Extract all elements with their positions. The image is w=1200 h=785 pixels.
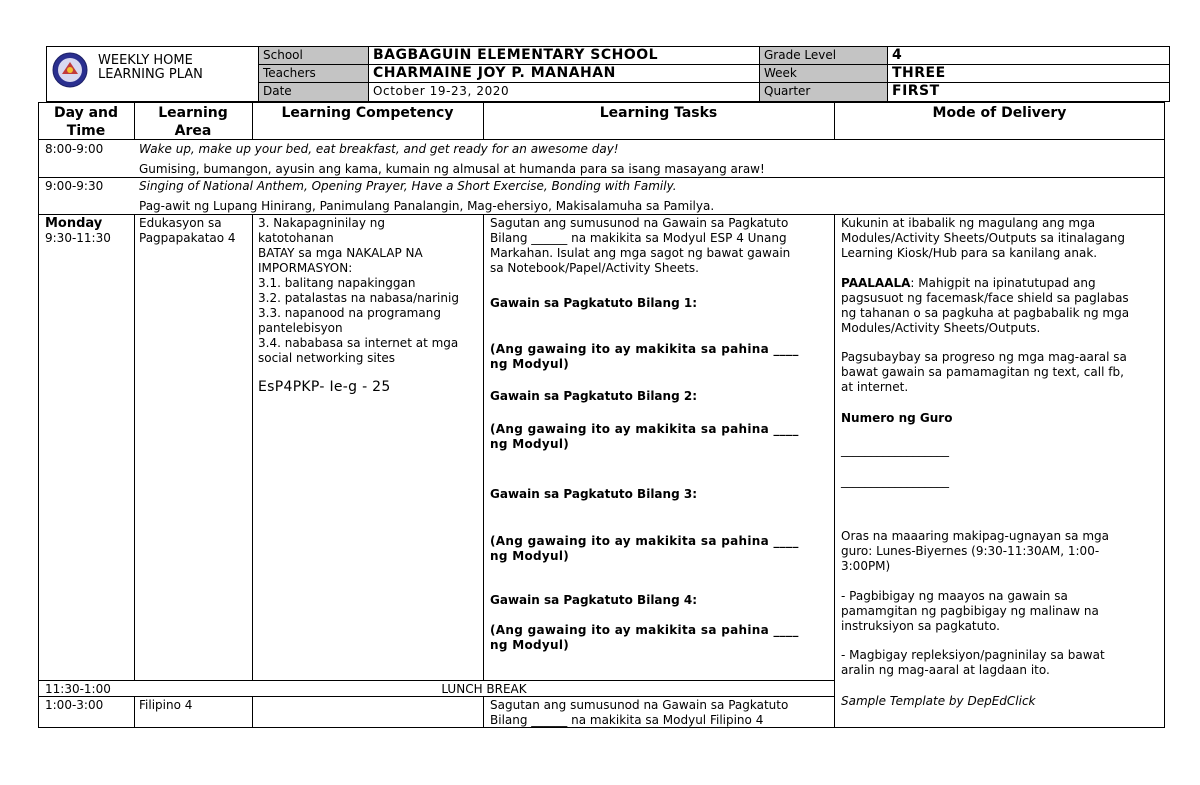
filipino-task [490,698,788,728]
competency-line: katotohanan [258,231,334,245]
col-header-day-time-line2: Time [66,123,106,139]
monday-area-line1: Edukasyon sa [139,216,222,230]
row1-text-en: Wake up, make up your bed, eat breakfast, and get ready for an awesome day! [139,142,619,156]
delivery-block-4 [841,648,1105,678]
oras-block [841,529,1109,574]
delivery-line: at internet. [841,380,909,394]
pahina-line2: ng Modyul) [490,437,570,451]
pahina-line2: ng Modyul) [490,357,570,371]
col-header-day-time-line1: Day and [53,105,119,121]
competency-line: 3. Nakapagninilay ng [258,216,385,230]
paalala-line: ng tahanan o sa pagkuha at pagbabalik ng mga [841,306,1130,320]
paalala-label: PAALAALA [841,276,911,290]
delivery-line: - Magbigay repleksiyon/pagninilay sa bawat [841,648,1105,662]
pahina-line1: (Ang gawaing ito ay makikita sa pahina ____ [490,534,799,548]
delivery-line: Modules/Activity Sheets/Outputs sa itinalagang [841,231,1125,245]
competency-line: 3.1. balitang napakinggan [258,276,416,290]
teachers-label: Teachers [258,64,369,83]
col-divider [134,696,135,728]
gawain-1: Gawain sa Pagkatuto Bilang 1: [490,296,697,310]
col-divider [483,214,484,680]
paalala-line: pagsusuot ng facemask/face shield sa paglabas [841,291,1129,305]
oras-line: guro: Lunes-Biyernes (9:30-11:30AM, 1:00- [841,544,1100,558]
competency-line: pantelebisyon [258,321,343,335]
lunch-break-label: LUNCH BREAK [441,682,527,696]
col-header-competency: Learning Competency [281,105,454,121]
col-header-delivery: Mode of Delivery [932,105,1067,121]
col-header-tasks: Learning Tasks [599,105,718,121]
gawain-4: Gawain sa Pagkatuto Bilang 4: [490,593,697,607]
filipino-task-line: Sagutan ang sumusunod na Gawain sa Pagkatuto [490,698,789,712]
grade-level-value: 4 [887,46,1170,65]
delivery-line: Kukunin at ibabalik ng magulang ang mga [841,216,1096,230]
plan-title-line1: WEEKLY HOME [98,53,193,68]
quarter-value: FIRST [887,82,1170,102]
competency-code: EsP4PKP- Ie-g - 25 [258,379,391,395]
task-intro-line: Bilang ______ na makikita sa Modyul ESP 4 Unang [490,231,787,245]
teachers-value: CHARMAINE JOY P. MANAHAN [368,64,760,83]
row2-time: 9:00-9:30 [45,179,104,193]
gawain-2-note [490,422,799,452]
date-label: Date [258,82,369,102]
week-label: Week [759,64,888,83]
col-divider [252,696,253,728]
sample-template-credit: Sample Template by DepEdClick [841,694,1036,708]
monday-day: Monday [45,216,103,231]
row-divider [38,177,1165,178]
col-header-learning-area [134,104,252,140]
filipino-task-line: Bilang ______ na makikita sa Modyul Filipino 4 [490,713,764,727]
col-divider [483,696,484,728]
pahina-line2: ng Modyul) [490,549,570,563]
gawain-4-note [490,623,799,653]
delivery-line: pamamgitan ng pagbibigay ng malinaw na [841,604,1099,618]
gawain-1-note [490,342,799,372]
week-value: THREE [887,64,1170,83]
row2-text-fil: Pag-awit ng Lupang Hinirang, Panimulang Panalangin, Mag-ehersiyo, Makisalamuha sa Pamilya. [139,199,715,213]
gawain-3: Gawain sa Pagkatuto Bilang 3: [490,487,697,501]
col-header-area-line2: Area [174,123,212,139]
gawain-2: Gawain sa Pagkatuto Bilang 2: [490,389,697,403]
row-divider [38,214,1165,215]
row-divider [38,680,835,681]
col-divider [134,214,135,680]
competency-block [258,216,459,366]
quarter-label: Quarter [759,82,888,102]
competency-line: BATAY sa mga NAKALAP NA [258,246,423,260]
school-label: School [258,46,369,65]
lunch-time: 11:30-1:00 [45,682,111,696]
row2-text-en: Singing of National Anthem, Opening Prayer, Have a Short Exercise, Bonding with Family. [139,179,677,193]
competency-line: IMPORMASYON: [258,261,353,275]
plan-title-line2: LEARNING PLAN [98,67,203,82]
delivery-line: aralin ng mag-aaral at lagdaan ito. [841,663,1050,677]
competency-line: 3.4. nababasa sa internet at mga [258,336,459,350]
competency-line: 3.2. patalastas na nabasa/narinig [258,291,459,305]
paalala-line: : Mahigpit na ipinatutupad ang [910,276,1096,290]
row1-time: 8:00-9:00 [45,142,104,156]
grade-level-label: Grade Level [759,46,888,65]
pahina-line1: (Ang gawaing ito ay makikita sa pahina ____ [490,342,799,356]
oras-line: 3:00PM) [841,559,891,573]
pahina-line2: ng Modyul) [490,638,570,652]
col-divider [834,214,835,728]
numero-ng-guro: Numero ng Guro [841,411,953,425]
date-value: October 19-23, 2020 [368,82,760,102]
pahina-line1: (Ang gawaing ito ay makikita sa pahina ____ [490,422,799,436]
filipino-time: 1:00-3:00 [45,698,104,712]
paalala-block [841,276,1129,336]
delivery-block-2 [841,350,1127,395]
task-intro-line: sa Notebook/Papel/Activity Sheets. [490,261,699,275]
task-intro-line: Sagutan ang sumusunod na Gawain sa Pagkatuto [490,216,789,230]
monday-area-line2: Pagpapakatao 4 [139,231,236,245]
pahina-line1: (Ang gawaing ito ay makikita sa pahina ____ [490,623,799,637]
delivery-line: Learning Kiosk/Hub para sa kanilang anak. [841,246,1098,260]
col-divider [252,214,253,680]
deped-seal-icon [52,52,88,88]
delivery-line: Pagsubaybay sa progreso ng mga mag-aaral sa [841,350,1127,364]
task-intro [490,216,790,276]
gawain-3-note [490,534,799,564]
task-intro-line: Markahan. Isulat ang mga sagot ng bawat gawain [490,246,791,260]
delivery-block-3 [841,589,1099,634]
school-value: BAGBAGUIN ELEMENTARY SCHOOL [368,46,760,65]
competency-line: social networking sites [258,351,396,365]
delivery-line: instruksiyon sa pagkatuto. [841,619,1000,633]
col-header-area-line1: Learning [158,105,228,121]
delivery-block-1 [841,216,1125,261]
competency-line: 3.3. napanood na programang [258,306,441,320]
oras-line: Oras na maaaring makipag-ugnayan sa mga [841,529,1110,543]
paalala-line: Modules/Activity Sheets/Outputs. [841,321,1041,335]
monday-time: 9:30-11:30 [45,231,111,245]
delivery-line: bawat gawain sa pamamagitan ng text, call fb, [841,365,1124,379]
blank-line-1: __________________ [841,443,949,457]
col-header-day-time [38,104,134,140]
delivery-line: - Pagbibigay ng maayos na gawain sa [841,589,1068,603]
blank-line-2: __________________ [841,474,949,488]
filipino-area: Filipino 4 [139,698,193,712]
row1-text-fil: Gumising, bumangon, ayusin ang kama, kumain ng almusal at humanda para sa isang masayang araw! [139,162,765,176]
